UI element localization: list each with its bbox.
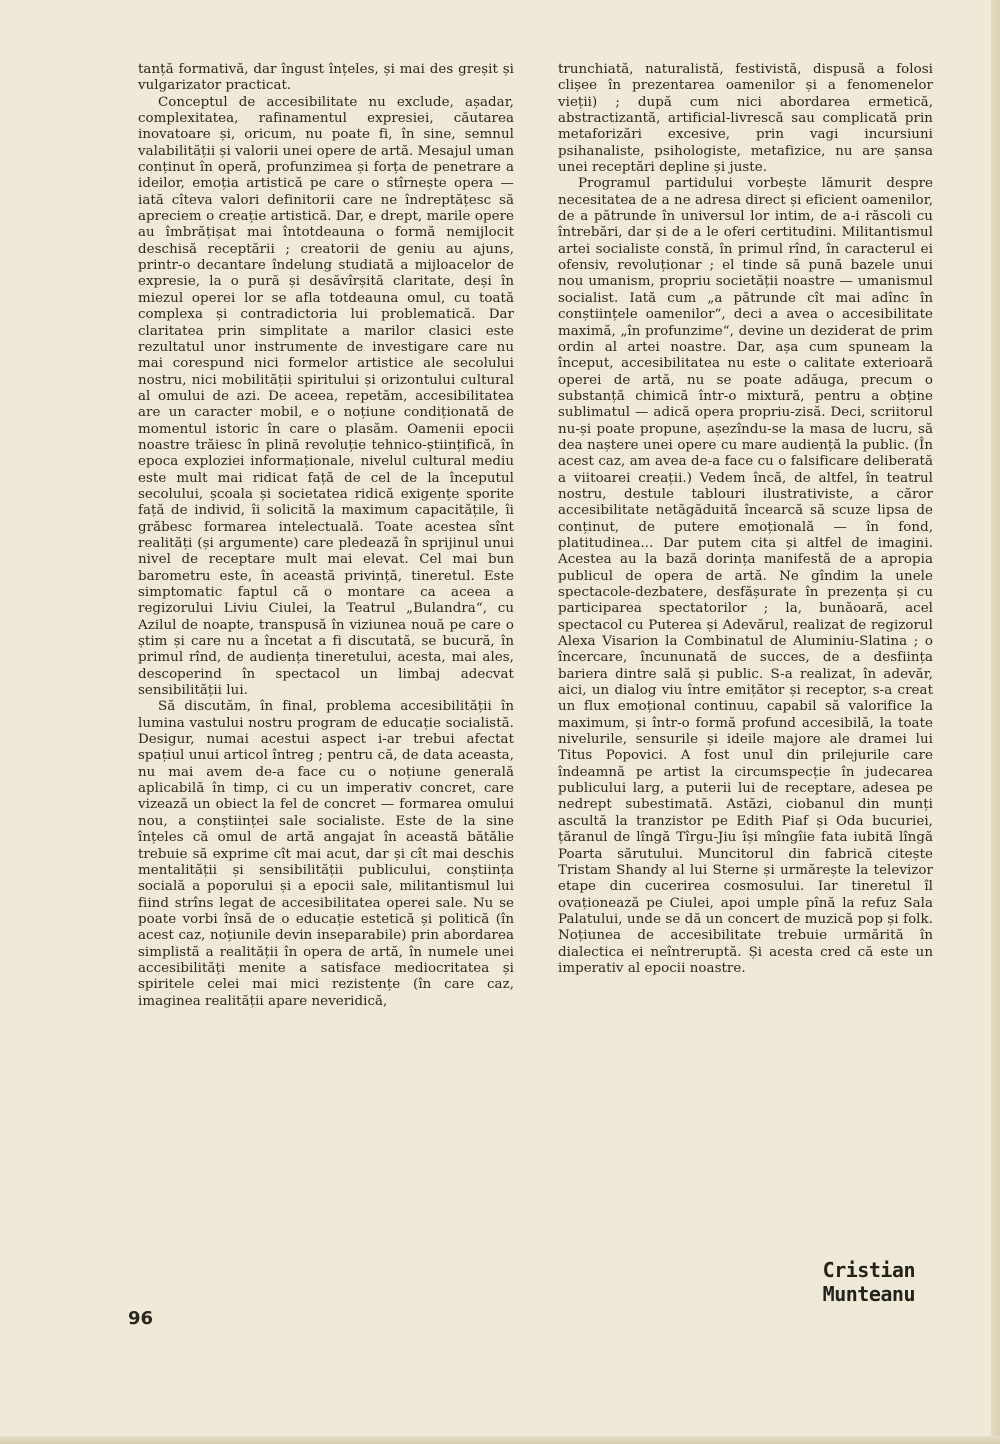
- page-edge-right: [991, 0, 1000, 1444]
- paragraph: Programul partidului vorbește lămurit despre necesitatea de a ne adresa direct și eficient oamenilor, de a pătrunde în universul lor intim, de a-i răscoli cu întrebări, dar și de a le oferi certitudini. Militantismul artei socialiste constă, în primul rînd, în caracterul ei ofensiv, revoluționar ; el tinde să pună bazele unui nou umanism, propriu societății noastre — umanismul socialist. Iată cum „a pătrunde cît mai adînc în conștiințele oamenilor“, deci a avea o accesibilitate maximă, „în profunzime“, devine un deziderat de prim ordin al artei noastre. Dar, așa cum spuneam la început, accesibilitatea nu este o calitate exterioară operei de artă, nu se poate adăuga, precum o substanță chimică într-o mixtură, pentru a obține sublimatul — adică opera propriu-zisă. Deci, scriitorul nu-și poate propune, așezîndu-se la masa de lucru, să dea naștere unei opere cu mare audiență la public. (În acest caz, am avea de-a face cu o falsificare deliberată a viitoarei creații.) Vedem încă, de altfel, în teatrul nostru, destule tablouri ilustrativiste, a căror accesibilitate netăgăduită încearcă să scuze lipsa de conținut, de putere emoțională — în fond, platitudinea... Dar putem cita și altfel de imagini. Acestea au la bază dorința manifestă de a apropia publicul de opera de artă. Ne gîndim la unele spectacole-dezbatere, desfășurate în prezența și cu participarea spectatorilor ; la, bunăoară, acel spectacol cu Puterea și Adevărul, realizat de regizorul Alexa Visarion la Combinatul de Aluminiu-Slatina ; o încercare, încununată de succes, de a desființa bariera dintre sală și public. S-a realizat, în adevăr, aici, un dialog viu între emițător și receptor, s-a creat un flux emoțional continuu, capabil să valorifice la maximum, și într-o formă profund accesibilă, la toate nivelurile, sensurile și ideile majore ale dramei lui Titus Popovici. A fost unul din prilejurile care îndeamnă pe artist la circumspecție în judecarea publicului larg, a puterii lui de receptare, adesea pe nedrept subestimată. Astăzi, ciobanul din munți ascultă la tranzistor pe Edith Piaf și Oda bucuriei, țăranul de lîngă Tîrgu-Jiu își mîngîie fata iubită lîngă Poarta sărutului. Muncitorul din fabrică citește Tristam Shandy al lui Sterne și urmărește la televizor etape din cucerirea cosmosului. Iar tineretul îl ovaționează pe Ciulei, apoi umple pînă la refuz Sala Palatului, unde se dă un concert de muzică pop și folk. Noțiunea de accesibilitate trebuie urmărită în dialectica ei neîntreruptă. Și acesta cred că este un imperativ al epocii noastre.: [558, 176, 933, 976]
- paragraph: Conceptul de accesibilitate nu exclude, așadar, complexitatea, rafinamentul expresiei, căutarea inovatoare și, oricum, nu poate fi, în sine, semnul valabilității și valorii unei opere de artă. Mesajul uman conținut în operă, profunzimea și forța de penetrare a ideilor, emoția artistică pe care o stîrnește opera — iată cîteva valori definitorii care ne îndreptățesc să apreciem o creație artistică. Dar, e drept, marile opere au îmbrățișat mai întotdeauna o formă nemijlocit deschisă receptării ; creatorii de geniu au ajuns, printr-o decantare îndelung studiată a mijloacelor de expresie, la o pură și desăvîrșită claritate, deși în miezul operei lor se afla totdeauna omul, cu toată complexa și contradictoria lui problematică. Dar claritatea prin simplitate a marilor clasici este rezultatul unor instrumente de investigare care nu mai corespund nici formelor artistice ale secolului nostru, nici mobilității spiritului și orizontului cultural al omului de azi. De aceea, repetăm, accesibilitatea are un caracter mobil, e o noțiune condiționată de momentul istoric în care o plasăm. Oamenii epocii noastre trăiesc în plină revoluție tehnico-științifică, în epoca exploziei informaționale, nivelul cultural mediu este mult mai ridicat față de cel de la începutul secolului, școala și societatea ridică exigențe sporite față de individ, îi solicită la maximum capacitățile, îi grăbesc formarea intelectuală. Toate acestea sînt realități (și argumente) care pledează în sprijinul unui nivel de receptare mult mai elevat. Cel mai bun barometru este, în această privință, tineretul. Este simptomatic faptul că o montare ca aceea a regizorului Liviu Ciulei, la Teatrul „Bulandra“, cu Azilul de noapte, transpusă în viziunea nouă pe care o știm și care nu a încetat a fi discutată, se bucură, în primul rînd, de audiența tineretului, acesta, mai ales, descoperind în spectacol un limbaj adecvat sensibilității lui.: [138, 94, 514, 699]
- paragraph: Să discutăm, în final, problema accesibilității în lumina vastului nostru program de educație socialistă. Desigur, numai acestui aspect i-ar trebui afectat spațiul unui articol întreg ; pentru că, de data aceasta, nu mai avem de-a face cu o noțiune generală aplicabilă în timp, ci cu un imperativ concret, care vizează un obiect la fel de concret — formarea omului nou, a conștiinței sale socialiste. Este de la sine înțeles că omul de artă angajat în această bătălie trebuie să exprime cît mai acut, dar și cît mai deschis mentalității și sensibilității publicului, conștiința socială a poporului și a epocii sale, militantismul lui fiind strîns legat de accesibilitatea operei sale. Nu se poate vorbi însă de o educație estetică și politică (în acest caz, noțiunile devin inseparabile) prin abordarea simplistă a realității în opera de artă, în numele unei accesibilități menite a satisface mediocritatea și spiritele celei mai mici rezistențe (în care caz, imaginea realității apare neveridică,: [138, 699, 514, 1009]
- page-number: 96: [128, 1308, 154, 1329]
- paragraph: tanță formativă, dar îngust înțeles, și mai des greșit și vulgarizator practicat.: [138, 62, 514, 94]
- paragraph: trunchiată, naturalistă, festivistă, dispusă a folosi clișee în prezentarea oamenilor și a fenomenelor vieții) ; după cum nici abordarea ermetică, abstractizantă, artificial-livrescă sau complicată prin metaforizări excesive, prin vagi incursiuni psihanaliste, psihologiste, metafizice, nu are șansa unei receptări depline și juste.: [558, 62, 933, 176]
- left-text-column: [138, 62, 514, 1010]
- right-text-column: [558, 62, 933, 977]
- author-signature: Cristian Munteanu: [822, 1258, 915, 1306]
- page-edge-bottom: [0, 1436, 1000, 1444]
